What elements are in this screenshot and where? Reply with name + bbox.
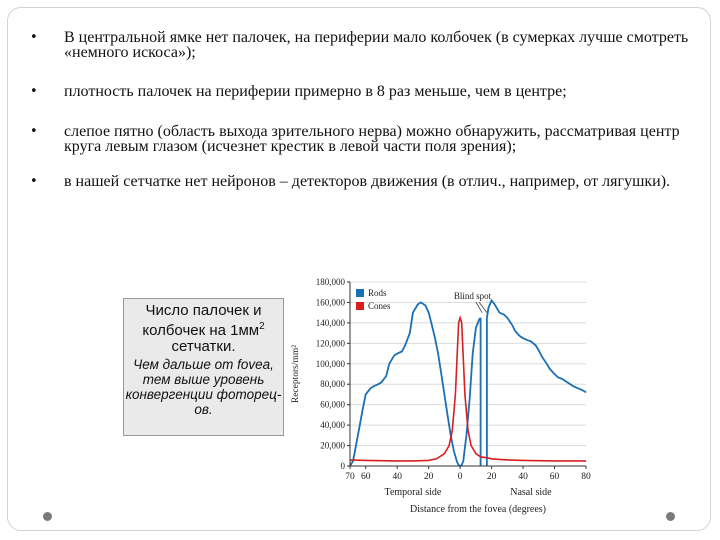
legend-swatch [356,302,364,310]
y-tick-label: 180,000 [315,278,345,287]
caption-main [124,303,283,355]
y-tick-label: 60,000 [320,399,345,410]
receptor-density-chart [288,278,600,516]
x-tick-label: 60 [360,472,371,482]
y-tick-label: 100,000 [315,358,345,369]
bullet-item [30,84,690,99]
x-tick-label: 20 [423,472,434,482]
y-tick-label: 0 [340,461,345,471]
bullet-list [30,30,690,213]
legend-swatch [356,289,364,297]
cones-series-line [350,318,586,461]
chart-caption-box [123,298,284,436]
bullet-item [30,124,690,154]
y-tick-label: 160,000 [315,297,345,308]
bullet-text: В центральной ямке нет палочек, на периферии мало колбочек (в сумерках лучше смотреть «немного искоса»); [64,29,689,61]
annotation-leader [479,302,487,313]
y-tick-label: 120,000 [315,338,345,349]
bullet-marker: • [30,124,38,139]
y-tick-label: 140,000 [315,317,345,328]
x-tick-label: 60 [549,472,560,482]
bullet-text: плотность палочек на периферии примерно в 8 раз меньше, чем в центре; [64,83,567,100]
x-axis-label: Distance from the fovea (degrees) [409,504,547,515]
x-tick-label: 0 [457,472,463,482]
caption-sub: Чем дальше от fovea, тем выше уровень конвергенции фоторец-ов. [125,357,282,417]
blind-spot-band [481,318,487,466]
y-tick-label: 80,000 [320,379,345,390]
temporal-side-label: Temporal side [384,487,442,498]
caption-main-prefix: Число палочек и колбочек на 1мм [142,302,262,339]
nasal-side-label: Nasal side [510,487,552,498]
y-axis-label: Receptors/mm² [291,344,301,404]
rods-series-line [487,300,586,392]
y-tick-label: 40,000 [320,420,345,431]
x-tick-label: 70 [345,472,355,482]
slide-corner-dot-left [43,512,52,521]
slide-corner-dot-right [666,512,675,521]
x-tick-label: 20 [486,472,497,482]
bullet-marker: • [30,84,38,99]
bullet-marker: • [30,174,38,189]
bullet-marker: • [30,30,38,45]
chart-svg [288,278,600,516]
y-tick-label: 20,000 [320,440,345,451]
bullet-item [30,30,690,60]
bullet-text: слепое пятно (область выхода зрительного нерва) можно обнаружить, рассматривая центр круга левым глазом (исчезнет крестик в левой части поля зрения); [64,123,680,155]
blind-spot-annotation: Blind spot [453,291,492,301]
legend-label: Cones [368,301,391,311]
caption-main-suffix: сетчатки. [171,338,236,355]
annotation-leader [476,302,482,313]
caption-superscript: 2 [259,321,265,332]
legend-label: Rods [368,288,387,298]
x-tick-label: 80 [581,472,591,482]
x-tick-label: 40 [392,472,402,482]
bullet-item [30,174,690,189]
bullet-text: в нашей сетчатке нет нейронов – детекторов движения (в отлич., например, от лягушки). [64,173,671,190]
x-tick-label: 40 [518,472,528,482]
